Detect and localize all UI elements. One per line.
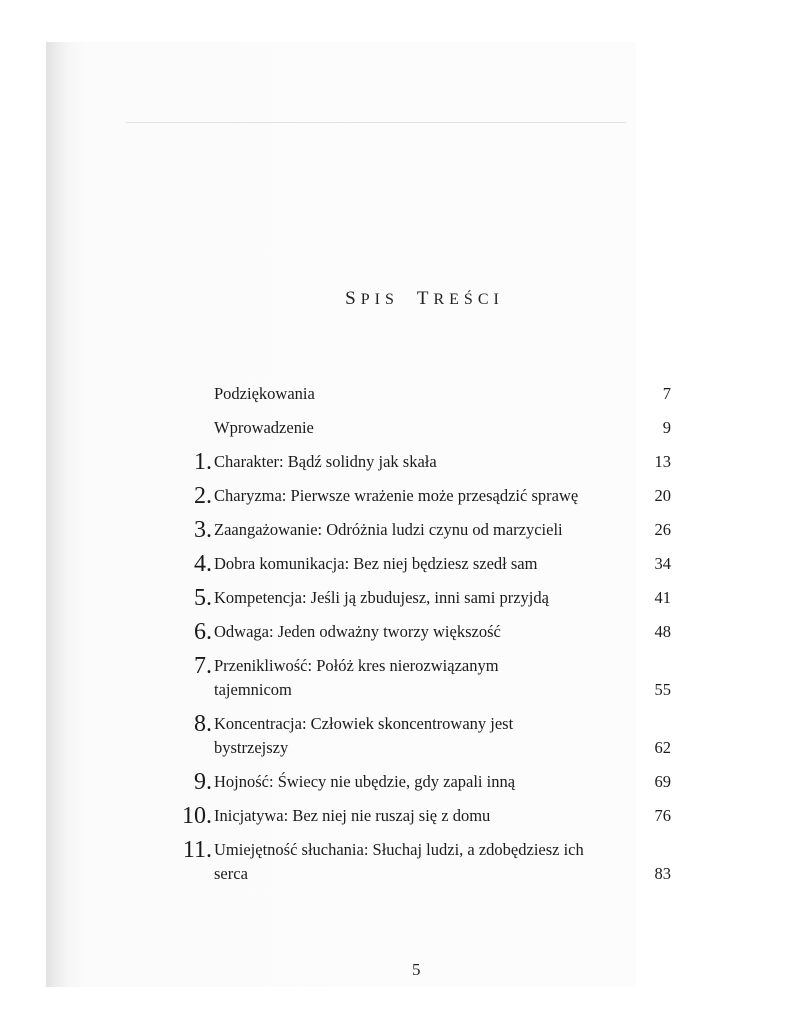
toc-entry-page: 41	[654, 588, 671, 607]
toc-entry-page: 69	[654, 772, 671, 791]
toc-entry-number: 3.	[194, 517, 212, 543]
toc-entry-page: 9	[662, 418, 671, 437]
toc-entry-number: 10.	[182, 803, 212, 829]
toc-entry	[174, 804, 671, 828]
toc-entry	[174, 770, 671, 794]
toc-entry-page: 55	[654, 680, 671, 699]
table-of-contents	[174, 382, 671, 886]
toc-entry-page: 7	[662, 384, 671, 403]
toc-entry-title: Umiejętność słuchania: Słuchaj ludzi, a zdobędziesz ich serca	[214, 840, 584, 883]
toc-entry-number: 1.	[194, 449, 212, 475]
toc-entry-number: 4.	[194, 551, 212, 577]
show-through-header-rule	[126, 122, 626, 123]
toc-entry	[174, 416, 671, 440]
toc-entry-title: Zaangażowanie: Odróżnia ludzi czynu od marzycieli	[214, 520, 563, 539]
toc-entry-title: Odwaga: Jeden odważny tworzy większość	[214, 622, 501, 641]
toc-entry-page: 48	[654, 622, 671, 641]
toc-heading-word-2: REŚCI	[433, 291, 504, 308]
toc-heading-initial-1: S	[345, 288, 361, 309]
toc-entry	[174, 712, 671, 760]
toc-entry-title: Charyzma: Pierwsze wrażenie może przesądzić sprawę	[214, 486, 579, 505]
toc-entry-number: 2.	[194, 483, 212, 509]
toc-entry-number: 5.	[194, 585, 212, 611]
toc-entry	[174, 382, 671, 406]
toc-heading	[46, 288, 803, 310]
toc-entry-title: Kompetencja: Jeśli ją zbudujesz, inni sami przyjdą	[214, 588, 549, 607]
toc-entry-title: Przenikliwość: Połóż kres nierozwiązanym tajemnicom	[214, 656, 499, 699]
toc-entry	[174, 654, 671, 702]
toc-entry-page: 26	[654, 520, 671, 539]
toc-entry-title: Inicjatywa: Bez niej nie ruszaj się z domu	[214, 806, 491, 825]
toc-entry	[174, 838, 671, 886]
toc-entry-title: Hojność: Świecy nie ubędzie, gdy zapali inną	[214, 772, 516, 791]
toc-entry-number: 11.	[182, 837, 212, 863]
toc-entry-page: 13	[654, 452, 671, 471]
toc-entry	[174, 586, 671, 610]
toc-entry-title: Koncentracja: Człowiek skoncentrowany jest bystrzejszy	[214, 714, 514, 757]
toc-entry-page: 34	[654, 554, 671, 573]
toc-entry-number: 8.	[194, 711, 212, 737]
toc-entry-title: Dobra komunikacja: Bez niej będziesz szedł sam	[214, 554, 538, 573]
toc-entry	[174, 518, 671, 542]
toc-entry-page: 62	[654, 738, 671, 757]
toc-entry-page: 76	[654, 806, 671, 825]
page-number: 5	[412, 960, 421, 979]
toc-entry	[174, 552, 671, 576]
toc-entry	[174, 450, 671, 474]
toc-heading-initial-2: T	[416, 288, 434, 309]
toc-entry-number: 9.	[194, 769, 212, 795]
toc-entry-title: Charakter: Bądź solidny jak skała	[214, 452, 437, 471]
book-page	[46, 42, 671, 987]
toc-entry-title: Wprowadzenie	[214, 418, 314, 437]
toc-entry	[174, 484, 671, 508]
toc-entry-number: 7.	[194, 653, 212, 679]
toc-entry-page: 83	[654, 864, 671, 883]
toc-heading-word-1: PIS	[360, 291, 399, 308]
toc-entry-page: 20	[654, 486, 671, 505]
toc-entry-title: Podziękowania	[214, 384, 315, 403]
toc-entry	[174, 620, 671, 644]
toc-entry-number: 6.	[194, 619, 212, 645]
